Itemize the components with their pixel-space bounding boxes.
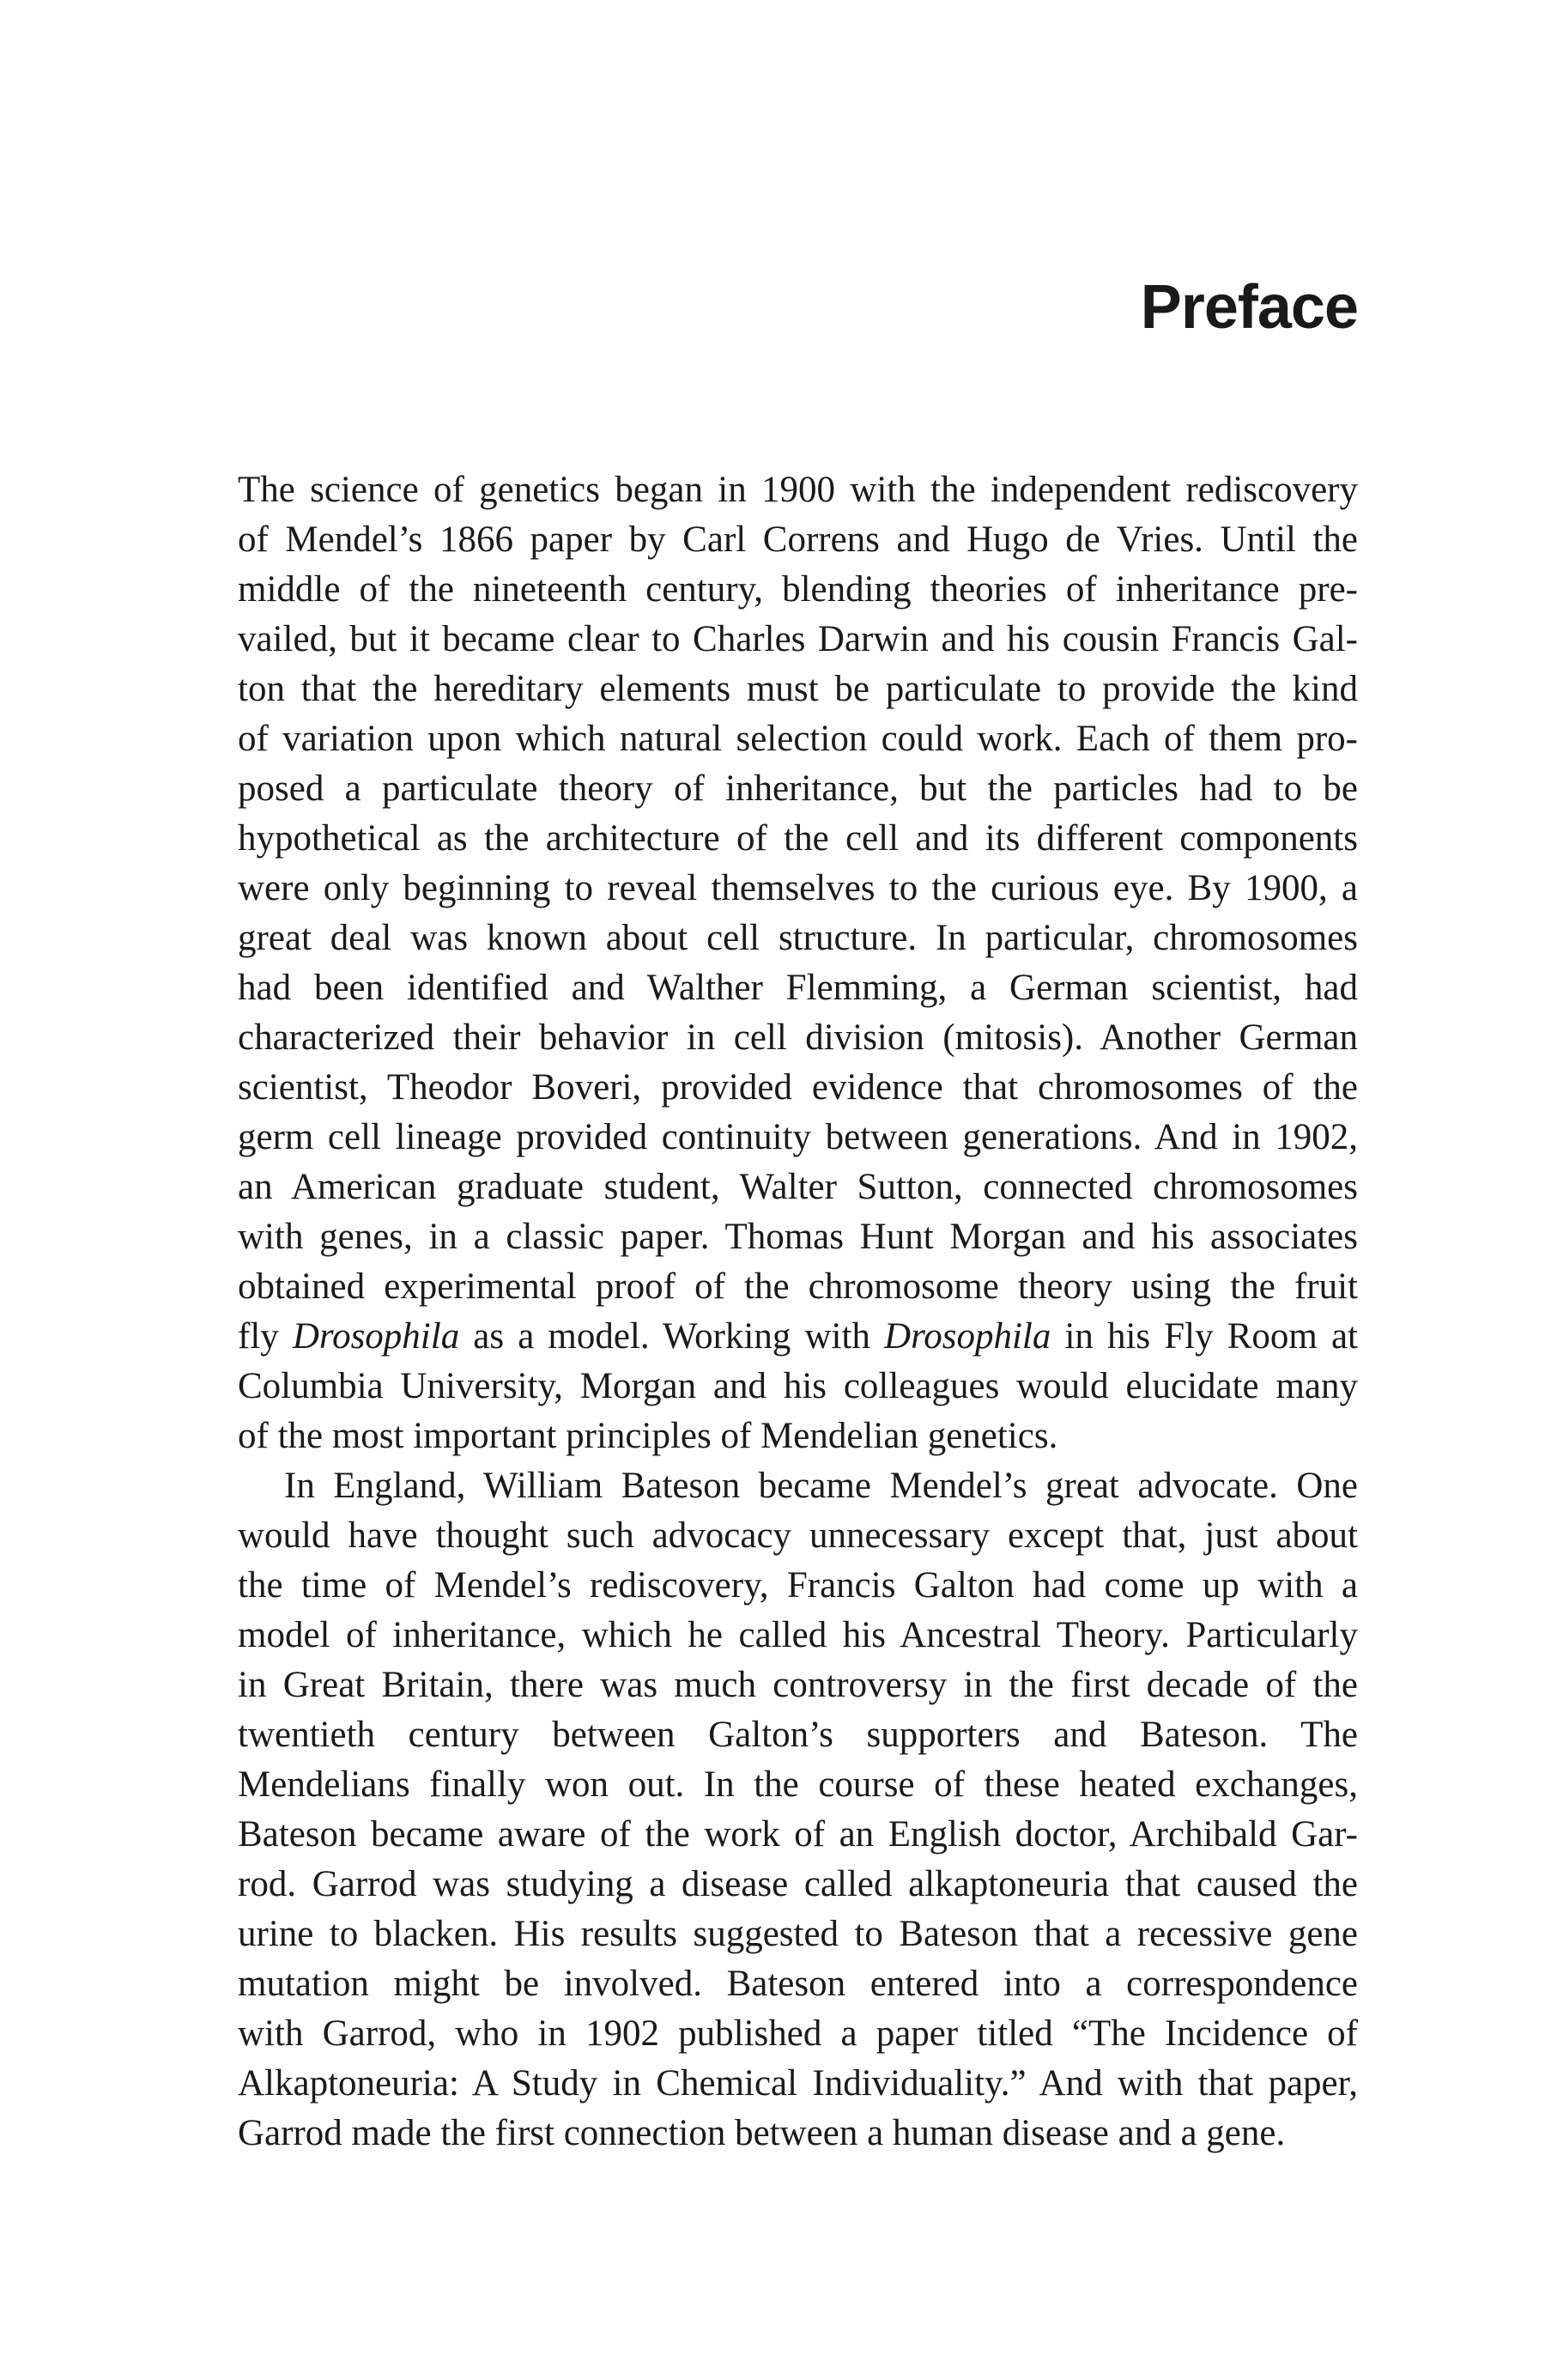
text-line: of Mendel’s 1866 paper by Carl Correns and Hugo de Vries. Until the [238, 519, 1358, 560]
text-line: rod. Garrod was studying a disease called alkaptoneuria that caused the [238, 1864, 1358, 1904]
text-line: scientist, Theodor Boveri, provided evidence that chromosomes of the [238, 1067, 1358, 1108]
text-line: The science of genetics began in 1900 with the independent rediscovery [238, 470, 1358, 510]
text-line: were only beginning to reveal themselves to the curious eye. By 1900, a [238, 868, 1358, 908]
text-line: ton that the hereditary elements must be particulate to provide the kind [238, 669, 1358, 709]
text-line: had been identified and Walther Flemming, a German scientist, had [238, 968, 1358, 1008]
text-segment: as a model. Working with [459, 1316, 885, 1357]
text-line: with genes, in a classic paper. Thomas Hunt Morgan and his associates [238, 1217, 1358, 1257]
page-title: Preface [1140, 273, 1358, 342]
text-line: of variation upon which natural selection could work. Each of them pro- [238, 719, 1358, 759]
text-line: Garrod made the first connection between a human disease and a gene. [238, 2113, 1286, 2153]
text-line: In England, William Bateson became Mendel’s great advocate. One [284, 1466, 1358, 1506]
text-line: Bateson became aware of the work of an English doctor, Archibald Gar- [238, 1814, 1358, 1855]
text-line: in Great Britain, there was much controversy in the first decade of the [238, 1665, 1358, 1705]
text-line: posed a particulate theory of inheritance, but the particles had to be [238, 768, 1358, 809]
text-line: the time of Mendel’s rediscovery, Francis Galton had come up with a [238, 1565, 1358, 1606]
text-line: vailed, but it became clear to Charles Darwin and his cousin Francis Gal- [238, 619, 1358, 659]
text-line: characterized their behavior in cell division (mitosis). Another German [238, 1017, 1358, 1058]
text-line: obtained experimental proof of the chromosome theory using the fruit [238, 1266, 1358, 1307]
text-line: twentieth century between Galton’s supporters and Bateson. The [238, 1715, 1358, 1755]
text-line [238, 1312, 1358, 1362]
text-line: Mendelians finally won out. In the course of these heated exchanges, [238, 1764, 1358, 1805]
italic-term: Drosophila [292, 1316, 460, 1357]
text-segment: in his Fly Room at [1051, 1316, 1358, 1357]
text-line: Alkaptoneuria: A Study in Chemical Individuality.” And with that paper, [238, 2063, 1358, 2104]
text-line: middle of the nineteenth century, blending theories of inheritance pre- [238, 569, 1358, 610]
text-line: with Garrod, who in 1902 published a paper titled “The Incidence of [238, 2013, 1358, 2054]
text-line: of the most important principles of Mendelian genetics. [238, 1416, 1058, 1456]
text-line: an American graduate student, Walter Sutton, connected chromosomes [238, 1167, 1358, 1207]
preface-body [238, 465, 1358, 2158]
text-line: mutation might be involved. Bateson entered into a correspondence [238, 1964, 1358, 2004]
text-line: great deal was known about cell structure. In particular, chromosomes [238, 918, 1358, 958]
paragraph [238, 1461, 1358, 2158]
text-line: Columbia University, Morgan and his colleagues would elucidate many [238, 1366, 1358, 1406]
text-line: model of inheritance, which he called his Ancestral Theory. Particularly [238, 1615, 1358, 1655]
italic-term: Drosophila [884, 1316, 1051, 1357]
paragraph [238, 465, 1358, 1461]
text-line: urine to blacken. His results suggested to Bateson that a recessive gene [238, 1914, 1358, 1954]
text-segment: fly [238, 1316, 293, 1357]
text-line: would have thought such advocacy unnecessary except that, just about [238, 1515, 1358, 1556]
text-line: germ cell lineage provided continuity between generations. And in 1902, [238, 1117, 1358, 1157]
text-line: hypothetical as the architecture of the cell and its different components [238, 818, 1358, 859]
